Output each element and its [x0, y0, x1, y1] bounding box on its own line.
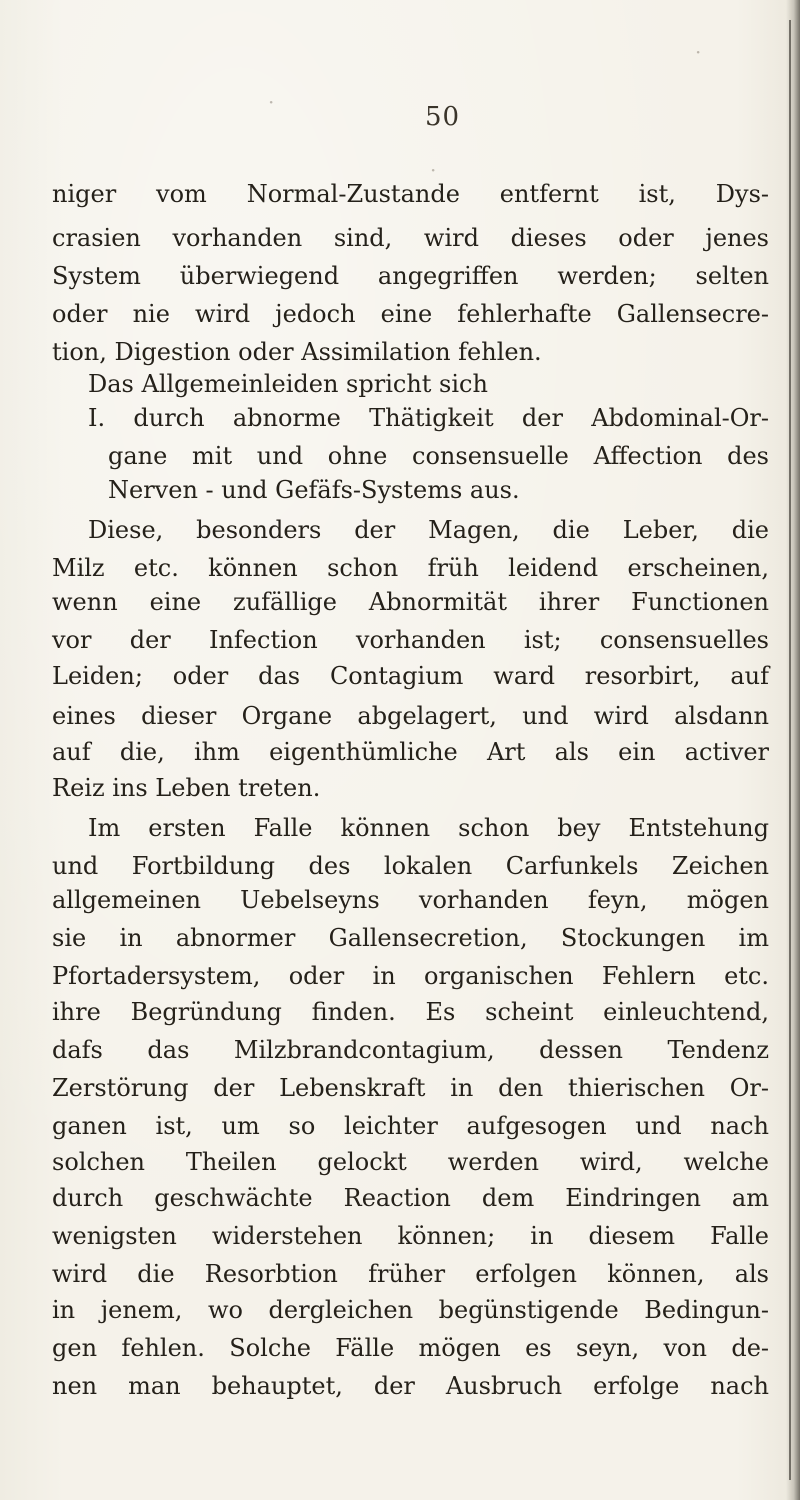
text-line: durch geschwächte Reaction dem Eindringen am [52, 1184, 769, 1212]
text-line: Im ersten Falle können schon bey Entstehung [88, 814, 769, 842]
text-line: wenigsten widerstehen können; in diesem Falle [52, 1222, 769, 1250]
text-line: vor der Infection vorhanden ist; consensuelles [52, 626, 769, 654]
text-line: sie in abnormer Gallensecretion, Stockungen im [52, 924, 769, 952]
text-line: gen fehlen. Solche Fälle mögen es seyn, von de- [52, 1334, 769, 1362]
page-number: 50 [425, 102, 461, 132]
paper-speck: · [430, 158, 437, 182]
text-line: I. durch abnorme Thätigkeit der Abdominal-Or- [88, 404, 769, 432]
text-line: System überwiegend angegriffen werden; selten [52, 262, 769, 290]
text-line: Milz etc. können schon früh leidend erscheinen, [52, 554, 769, 582]
text-line: nen man behauptet, der Ausbruch erfolge nach [52, 1372, 769, 1400]
text-line: wird die Resorbtion früher erfolgen können, als [52, 1260, 769, 1288]
text-line: allgemeinen Uebelseyns vorhanden feyn, mögen [52, 886, 769, 914]
text-line: Das Allgemeinleiden spricht sich [88, 370, 488, 398]
text-line: eines dieser Organe abgelagert, und wird alsdann [52, 702, 769, 730]
text-line: oder nie wird jedoch eine fehlerhafte Gallensecre- [52, 300, 769, 328]
text-line: niger vom Normal-Zustande entfernt ist, Dys- [52, 180, 769, 208]
text-line: Leiden; oder das Contagium ward resorbirt, auf [52, 662, 769, 690]
text-line: auf die, ihm eigenthümliche Art als ein activer [52, 738, 769, 766]
text-line: ganen ist, um so leichter aufgesogen und nach [52, 1112, 769, 1140]
text-line: Diese, besonders der Magen, die Leber, die [88, 516, 769, 544]
text-line: crasien vorhanden sind, wird dieses oder jenes [52, 224, 769, 252]
text-line: dafs das Milzbrandcontagium, dessen Tendenz [52, 1036, 769, 1064]
text-line: Pfortadersystem, oder in organischen Fehlern etc. [52, 962, 769, 990]
text-line: ihre Begründung finden. Es scheint einleuchtend, [52, 998, 769, 1026]
text-line: und Fortbildung des lokalen Carfunkels Zeichen [52, 852, 769, 880]
paper-speck: · [268, 90, 275, 114]
text-line: gane mit und ohne consensuelle Affection des [108, 442, 769, 470]
text-line: Nerven - und Gefäfs-Systems aus. [108, 476, 520, 504]
text-line: tion, Digestion oder Assimilation fehlen. [52, 338, 542, 366]
text-line: wenn eine zufällige Abnormität ihrer Functionen [52, 588, 769, 616]
paper-speck: · [695, 40, 702, 64]
text-line: Reiz ins Leben treten. [52, 774, 321, 802]
text-line: in jenem, wo dergleichen begünstigende Bedingun- [52, 1296, 769, 1324]
text-line: Zerstörung der Lebenskraft in den thierischen Or- [52, 1074, 769, 1102]
text-line: solchen Theilen gelockt werden wird, welche [52, 1148, 769, 1176]
